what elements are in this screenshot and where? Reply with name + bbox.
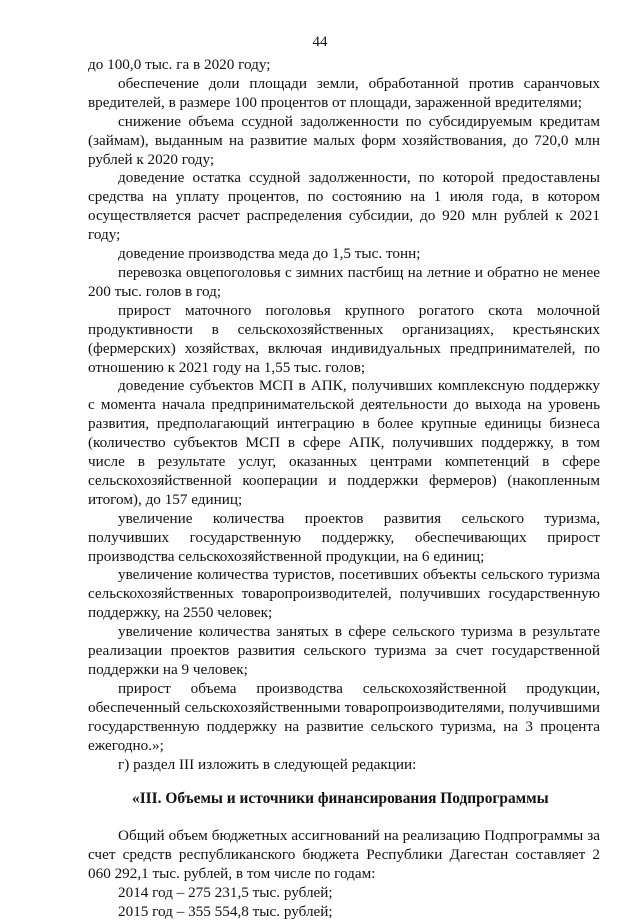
paragraph: Общий объем бюджетных ассигнований на реализацию Подпрограммы за счет средств республиканского бюджета Республики Дагестан составляет 2 060 292,1 тыс. рублей, в том числе по годам: xyxy=(88,827,600,883)
paragraphs-before-heading xyxy=(88,56,600,774)
paragraph: прирост объема производства сельскохозяйственной продукции, обеспеченный сельскохозяйственными товаропроизводителями, получившими государственную поддержку на развитие сельского туризма, на 3 процента ежегодно.»; xyxy=(88,679,600,754)
paragraph: увеличение количества туристов, посетивших объекты сельского туризма сельскохозяйственных товаропроизводителей, получивших государственную поддержку, на 2550 человек; xyxy=(88,566,600,622)
paragraph: доведение производства меда до 1,5 тыс. тонн; xyxy=(118,245,421,263)
paragraph: увеличение количества занятых в сфере сельского туризма в результате реализации проектов развития сельского туризма за счет государственной поддержки на 9 человек; xyxy=(88,623,600,678)
page-content xyxy=(88,56,600,922)
section-heading: «III. Объемы и источники финансирования Подпрограммы xyxy=(132,790,549,808)
paragraph: снижение объема ссудной задолженности по субсидируемым кредитам (займам), выданным на развитие малых форм хозяйствования, до 720,0 млн рублей к 2020 году; xyxy=(88,112,600,168)
page-number: 44 xyxy=(312,34,328,50)
paragraph: г) раздел III изложить в следующей редакции: xyxy=(118,755,417,773)
paragraph: 2014 год – 275 231,5 тыс. рублей; xyxy=(118,884,333,902)
paragraph: 2015 год – 355 554,8 тыс. рублей; xyxy=(118,902,333,920)
paragraph: доведение субъектов МСП в АПК, получивших комплексную поддержку с момента начала предпринимательской деятельности до выхода на уровень развития, предполагающий интеграцию в более крупные единицы бизнеса (количество субъектов МСП в сфере АПК, получивших поддержку, в том числе в результате услуг, оказанных центрами компетенций в сфере сельскохозяйственной кооперации и поддержки фермеров) (накопленным итогом), до 157 единиц; xyxy=(88,377,600,508)
paragraph: доведение остатка ссудной задолженности, по которой предоставлены средства на уплату процентов, по состоянию на 1 июля года, в котором осуществляется расчет распределения субсидии, до 920 млн рублей к 2021 году; xyxy=(88,169,600,244)
paragraph: обеспечение доли площади земли, обработанной против саранчовых вредителей, в размере 100 процентов от площади, зараженной вредителями; xyxy=(88,74,600,111)
paragraph: увеличение количества проектов развития сельского туризма, получивших государственную поддержку, обеспечивающих прирост производства сельскохозяйственной продукции, на 6 единиц; xyxy=(88,509,600,565)
paragraph: прирост маточного поголовья крупного рогатого скота молочной продуктивности в сельскохозяйственных организациях, крестьянских (фермерских) хозяйствах, включая индивидуальных предпринимателей, по отношению к 2021 году на 1,55 тыс. голов; xyxy=(88,301,600,376)
paragraph: до 100,0 тыс. га в 2020 году; xyxy=(88,56,271,73)
paragraphs-after-heading xyxy=(88,827,600,922)
paragraph: перевозка овцепоголовья с зимних пастбищ на летние и обратно не менее 200 тыс. голов в год; xyxy=(88,263,600,300)
